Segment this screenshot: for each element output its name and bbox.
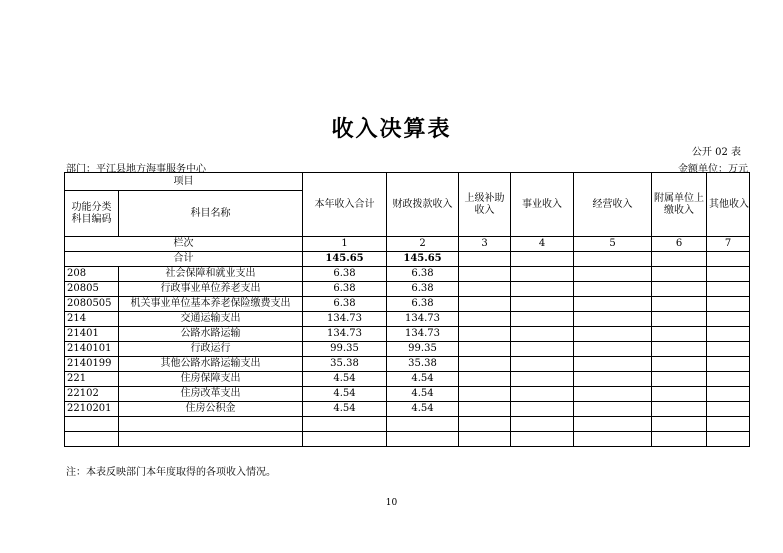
empty-cell [511,342,574,357]
row-total: 4.54 [303,372,387,387]
empty-cell [459,282,511,297]
row-total: 4.54 [303,402,387,417]
empty-cell [707,372,750,387]
empty-cell [459,417,511,432]
table-row [65,342,750,357]
empty-cell [707,432,750,447]
row-fiscal: 35.38 [387,357,459,372]
header-code: 功能分类科目编码 [65,191,119,237]
empty-cell [574,297,652,312]
row-name: 行政事业单位养老支出 [119,282,303,297]
row-name: 机关事业单位基本养老保险缴费支出 [119,297,303,312]
header-fiscal: 财政拨款收入 [387,173,459,237]
empty-cell [652,432,707,447]
revenue-table [64,172,750,447]
footnote: 注：本表反映部门本年度取得的各项收入情况。 [66,467,276,478]
empty-cell [511,402,574,417]
row-total: 6.38 [303,297,387,312]
empty-cell [459,297,511,312]
empty-cell [574,402,652,417]
row-total: 6.38 [303,282,387,297]
table-row [65,267,750,282]
empty-cell [652,402,707,417]
row-name: 住房公积金 [119,402,303,417]
empty-cell [459,387,511,402]
header-other: 其他收入 [707,173,750,237]
empty-cell [119,432,303,447]
column-index-3: 3 [459,237,511,252]
empty-cell [707,342,750,357]
empty-cell [574,432,652,447]
empty-cell [511,357,574,372]
blank-row [65,417,750,432]
row-name: 其他公路水路运输支出 [119,357,303,372]
column-index-5: 5 [574,237,652,252]
empty-cell [707,312,750,327]
empty-cell [119,417,303,432]
table-row [65,327,750,342]
header-name: 科目名称 [119,191,303,237]
row-name: 住房保障支出 [119,372,303,387]
empty-cell [574,372,652,387]
empty-cell [511,312,574,327]
empty-cell [511,432,574,447]
column-index-6: 6 [652,237,707,252]
row-total: 134.73 [303,312,387,327]
empty-cell [511,252,574,267]
empty-cell [574,342,652,357]
table-row [65,357,750,372]
column-index-4: 4 [511,237,574,252]
row-total: 35.38 [303,357,387,372]
row-code: 2080505 [65,297,119,312]
row-name: 社会保障和就业支出 [119,267,303,282]
empty-cell [574,312,652,327]
header-affiliated: 附属单位上缴收入 [652,173,707,237]
empty-cell [65,432,119,447]
empty-cell [652,417,707,432]
empty-cell [459,252,511,267]
empty-cell [707,327,750,342]
row-total: 6.38 [303,267,387,282]
empty-cell [707,417,750,432]
row-name: 住房改革支出 [119,387,303,402]
total-row-total: 145.65 [303,252,387,267]
empty-cell [574,417,652,432]
blank-row [65,432,750,447]
row-fiscal: 99.35 [387,342,459,357]
empty-cell [459,327,511,342]
row-name: 交通运输支出 [119,312,303,327]
column-index-2: 2 [387,237,459,252]
form-number: 公开 02 表 [691,147,741,158]
empty-cell [574,282,652,297]
column-index-label: 栏次 [65,237,303,252]
empty-cell [303,432,387,447]
empty-cell [511,297,574,312]
table-row [65,387,750,402]
row-total: 134.73 [303,327,387,342]
empty-cell [511,417,574,432]
row-code: 2140199 [65,357,119,372]
empty-cell [707,252,750,267]
empty-cell [459,432,511,447]
empty-cell [387,417,459,432]
header-total: 本年收入合计 [303,173,387,237]
empty-cell [387,432,459,447]
row-total: 99.35 [303,342,387,357]
empty-cell [303,417,387,432]
page-title: 收入决算表 [331,116,452,142]
department-label: 部门：平江县地方海事服务中心 [66,164,206,175]
row-fiscal: 134.73 [387,312,459,327]
column-index-1: 1 [303,237,387,252]
empty-cell [574,327,652,342]
table-row [65,297,750,312]
empty-cell [574,387,652,402]
empty-cell [511,372,574,387]
page-number: 10 [385,498,398,508]
empty-cell [652,342,707,357]
empty-cell [652,282,707,297]
row-name: 公路水路运输 [119,327,303,342]
empty-cell [511,267,574,282]
unit-label: 金额单位：万元 [678,164,748,175]
table-row [65,372,750,387]
row-fiscal: 6.38 [387,282,459,297]
row-fiscal: 4.54 [387,372,459,387]
row-fiscal: 6.38 [387,297,459,312]
empty-cell [459,357,511,372]
column-index-7: 7 [707,237,750,252]
header-operating: 经营收入 [574,173,652,237]
row-name: 行政运行 [119,342,303,357]
row-code: 2140101 [65,342,119,357]
table-row [65,282,750,297]
empty-cell [652,357,707,372]
header-item: 项目 [65,173,303,191]
row-fiscal: 6.38 [387,267,459,282]
table-row [65,402,750,417]
total-row-fiscal: 145.65 [387,252,459,267]
empty-cell [707,387,750,402]
row-code: 214 [65,312,119,327]
row-code: 208 [65,267,119,282]
row-fiscal: 4.54 [387,387,459,402]
empty-cell [652,387,707,402]
row-code: 22102 [65,387,119,402]
empty-cell [574,267,652,282]
empty-cell [65,417,119,432]
header-superior: 上级补助收入 [459,173,511,237]
empty-cell [511,327,574,342]
empty-cell [652,312,707,327]
empty-cell [459,267,511,282]
row-fiscal: 4.54 [387,402,459,417]
total-row-label: 合计 [65,252,303,267]
table-row [65,312,750,327]
empty-cell [707,282,750,297]
empty-cell [574,357,652,372]
empty-cell [652,252,707,267]
header-business: 事业收入 [511,173,574,237]
row-fiscal: 134.73 [387,327,459,342]
empty-cell [459,402,511,417]
empty-cell [574,252,652,267]
row-code: 20805 [65,282,119,297]
empty-cell [652,327,707,342]
empty-cell [652,267,707,282]
row-total: 4.54 [303,387,387,402]
empty-cell [459,342,511,357]
empty-cell [707,402,750,417]
empty-cell [459,372,511,387]
empty-cell [652,297,707,312]
empty-cell [511,282,574,297]
empty-cell [511,387,574,402]
empty-cell [459,312,511,327]
row-code: 221 [65,372,119,387]
row-code: 21401 [65,327,119,342]
empty-cell [707,357,750,372]
empty-cell [707,297,750,312]
empty-cell [652,372,707,387]
row-code: 2210201 [65,402,119,417]
empty-cell [707,267,750,282]
